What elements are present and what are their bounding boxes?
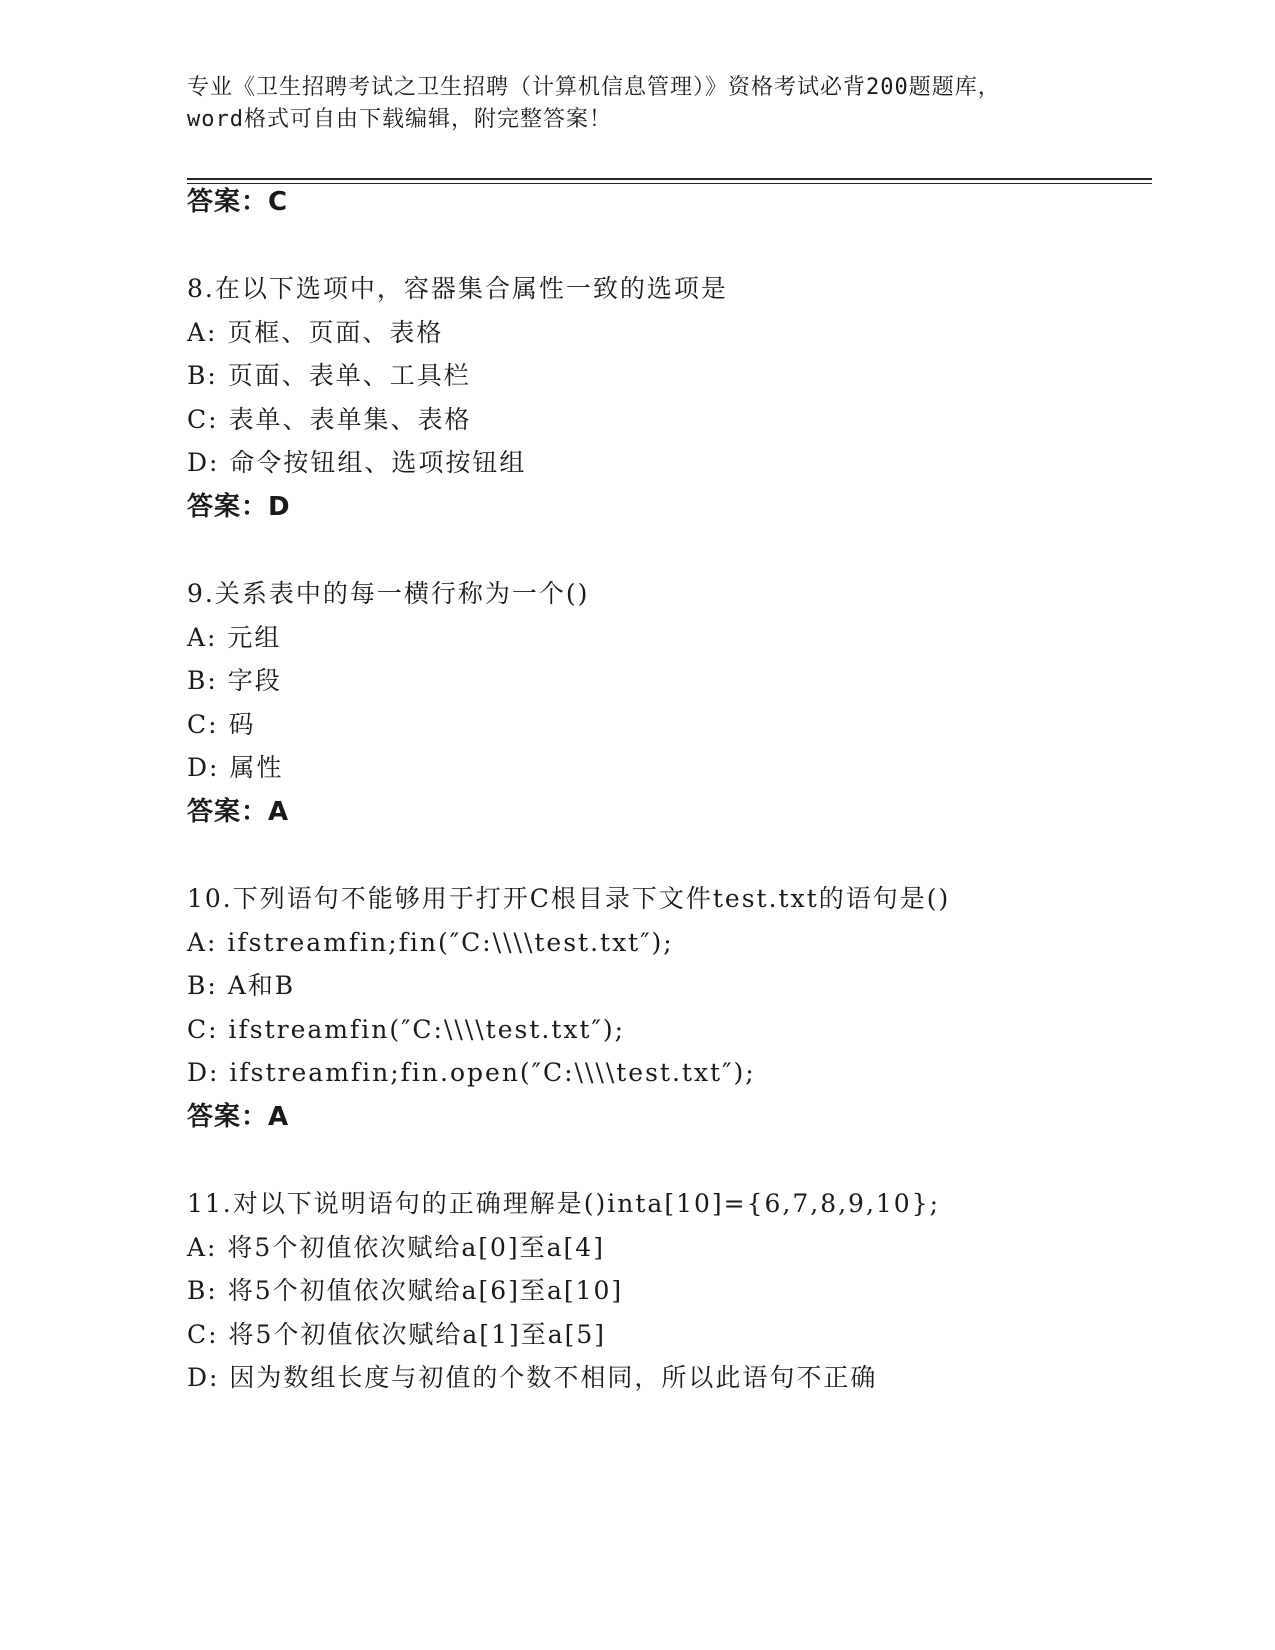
q10-option-b: B: A和B	[187, 971, 296, 1000]
q9-answer: 答案：A	[187, 797, 290, 827]
q9-option-d: D: 属性	[187, 753, 284, 782]
q10-option-a: A: ifstreamfin;fin(″C:\\\\test.txt″);	[187, 928, 674, 957]
question-9: 9.关系表中的每一横行称为一个()	[187, 579, 590, 608]
document-header	[187, 72, 1087, 136]
q9-option-b: B: 字段	[187, 666, 282, 695]
q8-option-c: C: 表单、表单集、表格	[187, 405, 472, 434]
q10-answer: 答案：A	[187, 1102, 290, 1132]
q8-answer: 答案：D	[187, 492, 291, 522]
q11-option-d: D: 因为数组长度与初值的个数不相同，所以此语句不正确	[187, 1363, 878, 1392]
q11-option-a: A: 将5个初值依次赋给a[0]至a[4]	[187, 1233, 605, 1262]
question-10: 10.下列语句不能够用于打开C根目录下文件test.txt的语句是()	[187, 884, 951, 913]
q8-option-a: A: 页框、页面、表格	[187, 318, 444, 347]
q10-option-c: C: ifstreamfin(″C:\\\\test.txt″);	[187, 1015, 626, 1044]
header-divider	[187, 178, 1152, 180]
question-8: 8.在以下选项中，容器集合属性一致的选项是	[187, 274, 728, 303]
previous-answer: 答案：C	[187, 187, 289, 217]
q11-option-c: C: 将5个初值依次赋给a[1]至a[5]	[187, 1320, 607, 1349]
question-11: 11.对以下说明语句的正确理解是()inta[10]={6,7,8,9,10};	[187, 1189, 941, 1218]
q8-option-b: B: 页面、表单、工具栏	[187, 361, 471, 390]
q9-option-c: C: 码	[187, 710, 256, 739]
q11-option-b: B: 将5个初值依次赋给a[6]至a[10]	[187, 1276, 624, 1305]
q8-option-d: D: 命令按钮组、选项按钮组	[187, 448, 527, 477]
header-line-1: 专业《卫生招聘考试之卫生招聘（计算机信息管理）》资格考试必背200题题库，	[187, 75, 1001, 100]
header-divider-thin	[187, 183, 1152, 184]
q10-option-d: D: ifstreamfin;fin.open(″C:\\\\test.txt″);	[187, 1058, 756, 1087]
header-line-2: word格式可自由下载编辑，附完整答案！	[187, 107, 612, 132]
q9-option-a: A: 元组	[187, 623, 282, 652]
